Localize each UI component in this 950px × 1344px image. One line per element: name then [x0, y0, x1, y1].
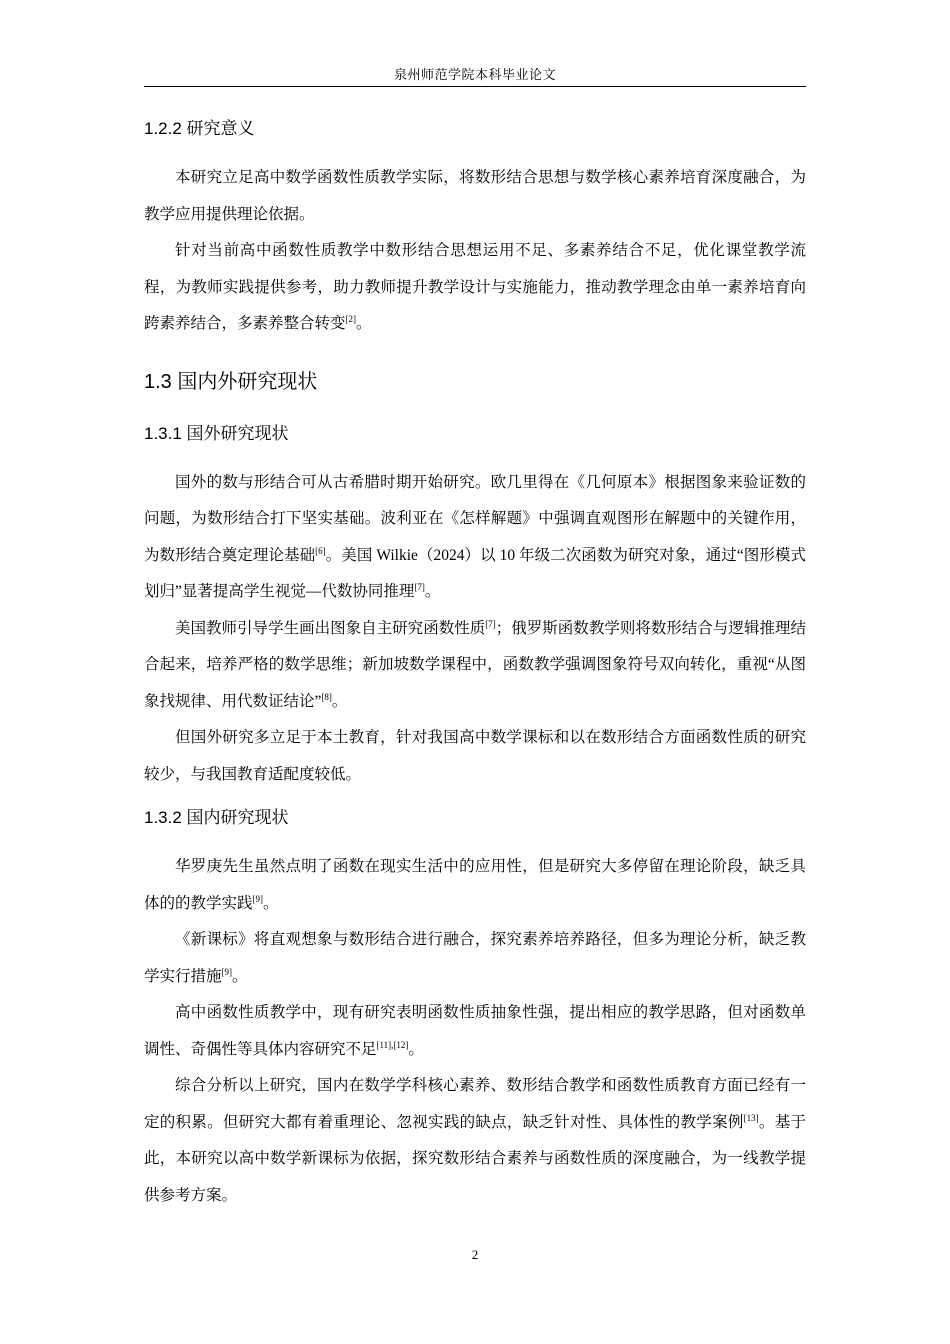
section-heading-1-2-2: 1.2.2 研究意义 [144, 119, 255, 138]
paragraph-text: 。 [408, 1040, 424, 1058]
paragraph-text: 。美国 Wilkie（2024）以 10 年级二次函数为研究对象，通过“图形模式划归”显著提高学生视觉—代数协同推理 [144, 546, 806, 600]
citation: [9] [252, 893, 264, 904]
paragraph-text: 华罗庚先生虽然点明了函数在现实生活中的应用性，但是研究大多停留在理论阶段，缺乏具体的的教学实践 [144, 858, 806, 912]
citation: [9] [221, 966, 233, 977]
paragraph-text: 。 [424, 583, 441, 600]
citation: [7] [485, 618, 496, 629]
header-rule [144, 86, 806, 87]
paragraph-text: 。 [356, 315, 372, 332]
page-header: 泉州师范学院本科毕业论文 [393, 67, 556, 82]
paragraph [144, 922, 806, 995]
paragraph-text: 《新课标》将直观想象与数形结合进行融合，探究素养培养路径，但多为理论分析，缺乏教学实行措施 [144, 931, 806, 985]
paragraph [144, 720, 806, 793]
paragraph-text: 国外的数与形结合可从古希腊时期开始研究。欧几里得在《几何原本》根据图象来验证数的问题，为数形结合打下坚实基础。波利亚在《怎样解题》中强调直观图形在解题中的关键作用，为数形结合奠定理论基础 [144, 473, 806, 564]
paragraph-text: 美国教师引导学生画出图象自主研究函数性质 [175, 619, 486, 637]
paragraph-text: 针对当前高中函数性质教学中数形结合思想运用不足、多素养结合不足，优化课堂教学流程，为教师实践提供参考，助力教师提升教学设计与实施能力，推动教学理念由单一素养培育向跨素养结合，多素养整合转变 [144, 242, 806, 332]
paragraph-text: 。基于此，本研究以高中数学新课标为依据，探究数形结合素养与函数性质的深度融合，为一线教学提供参考方案。 [144, 1113, 806, 1204]
paragraph-text: 综合分析以上研究，国内在数学学科核心素养、数形结合教学和函数性质教育方面已经有一定的积累。但研究大都有着重理论、忽视实践的缺点，缺乏针对性、具体性的教学案例 [144, 1077, 806, 1131]
paragraph-text: 。 [232, 967, 248, 985]
paragraph [144, 160, 806, 233]
paragraph [144, 611, 806, 721]
page-number: 2 [471, 1247, 479, 1262]
citation: [13] [743, 1112, 759, 1123]
citation: [6] [315, 545, 326, 556]
citation: [8] [321, 691, 332, 702]
citation: [2] [345, 313, 357, 324]
paragraph-text: 但国外研究多立足于本土教育，针对我国高中数学课标和以在数形结合方面函数性质的研究较少，与我国教育适配度较低。 [144, 729, 806, 783]
paragraph-text: 本研究立足高中数学函数性质教学实际，将数形结合思想与数学核心素养培育深度融合，为教学应用提供理论依据。 [144, 169, 806, 223]
section-heading-1-3-2: 1.3.2 国内研究现状 [144, 808, 289, 827]
paragraph [144, 465, 806, 611]
paragraph-text: ；俄罗斯函数教学则将数形结合与逻辑推理结合起来，培养严格的数学思维；新加坡数学课程中，函数教学强调图象符号双向转化，重视“从图象找规律、用代数证结论” [144, 619, 806, 710]
paragraph-text: 。 [263, 894, 279, 912]
paragraph [144, 233, 806, 343]
paragraph [144, 849, 806, 922]
citation: [7] [414, 581, 425, 592]
section-heading-1-3-1: 1.3.1 国外研究现状 [144, 423, 289, 443]
section-heading-1-3: 1.3 国内外研究现状 [144, 370, 318, 393]
page-content [144, 112, 806, 1214]
paragraph [144, 995, 806, 1068]
paragraph-text: 高中函数性质教学中，现有研究表明函数性质抽象性强，提出相应的教学思路，但对函数单调性、奇偶性等具体内容研究不足 [144, 1004, 806, 1058]
paragraph [144, 1068, 806, 1214]
citation: [11],[12] [376, 1039, 409, 1050]
paragraph-text: 。 [331, 692, 348, 710]
